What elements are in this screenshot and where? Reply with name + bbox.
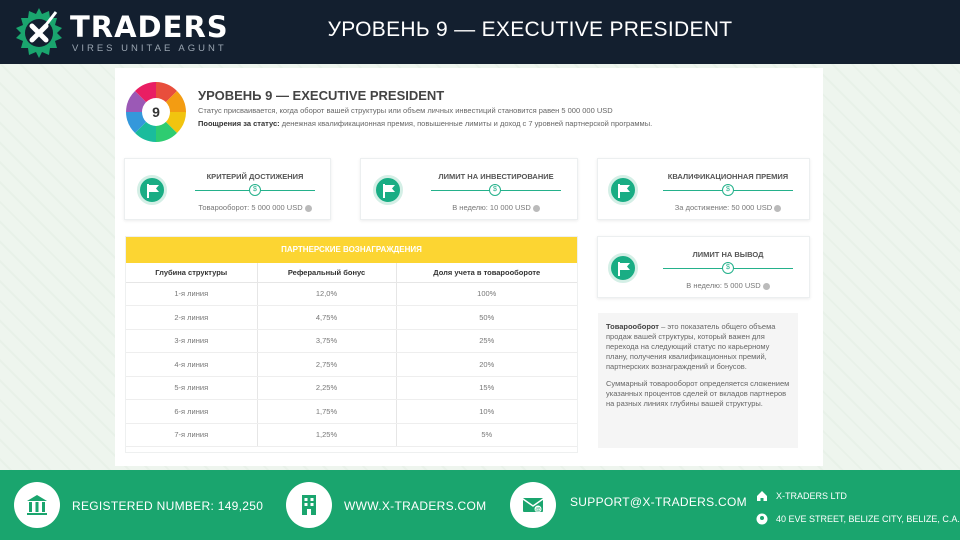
table-row xyxy=(126,306,577,330)
svg-text:@: @ xyxy=(535,507,541,514)
criterion-value: Товарооборот: 5 000 000 USD xyxy=(185,203,325,212)
home-icon xyxy=(756,490,768,502)
building-icon-circle xyxy=(286,482,332,528)
info-icon[interactable] xyxy=(763,283,770,290)
registered-number: REGISTERED NUMBER: 149,250 xyxy=(72,499,264,513)
table-cell: 2-я линия xyxy=(126,306,257,330)
table-cell: 4,75% xyxy=(257,306,396,330)
card-qual-bonus xyxy=(597,158,810,220)
table-cell: 50% xyxy=(396,306,577,330)
level-title: УРОВЕНЬ 9 — EXECUTIVE PRESIDENT xyxy=(198,88,445,103)
table-cell: 3,75% xyxy=(257,329,396,353)
column-header: Глубина структуры xyxy=(126,263,257,282)
invest-limit-title: ЛИМИТ НА ИНВЕСТИРОВАНИЕ xyxy=(438,172,554,181)
table-cell: 5% xyxy=(396,423,577,447)
table-row xyxy=(126,353,577,377)
table-cell: 6-я линия xyxy=(126,400,257,424)
table-cell: 1-я линия xyxy=(126,282,257,306)
table-header-row xyxy=(126,263,577,282)
table-cell: 100% xyxy=(396,282,577,306)
info-icon[interactable] xyxy=(533,205,540,212)
column-header: Реферальный бонус xyxy=(257,263,396,282)
company-name: X-TRADERS LTD xyxy=(776,491,847,501)
table-cell: 10% xyxy=(396,400,577,424)
dollar-icon: $ xyxy=(722,262,734,274)
level-promotions xyxy=(198,119,652,128)
table-cell: 7-я линия xyxy=(126,423,257,447)
email-icon-circle xyxy=(510,482,556,528)
building-icon xyxy=(297,493,321,517)
table-row xyxy=(126,423,577,447)
website-link[interactable]: WWW.X-TRADERS.COM xyxy=(344,499,487,513)
table-cell: 4-я линия xyxy=(126,353,257,377)
promotions-label: Поощрения за статус: xyxy=(198,119,280,128)
dollar-icon: $ xyxy=(249,184,261,196)
turnover-definition xyxy=(598,313,798,448)
bank-icon-circle xyxy=(14,482,60,528)
card-invest-limit xyxy=(360,158,578,220)
qual-bonus-value: За достижение: 50 000 USD xyxy=(653,203,803,212)
criterion-title: КРИТЕРИЙ ДОСТИЖЕНИЯ xyxy=(206,172,304,181)
table-cell: 3-я линия xyxy=(126,329,257,353)
table-cell: 1,75% xyxy=(257,400,396,424)
invest-limit-value: В неделю: 10 000 USD xyxy=(421,203,571,212)
footer-bar xyxy=(0,470,960,540)
rewards-grid xyxy=(126,263,577,447)
flag-icon xyxy=(137,175,167,205)
table-row xyxy=(126,329,577,353)
definition-term: Товарооборот xyxy=(606,322,659,331)
brand-wordmark: TRADERS xyxy=(70,10,229,44)
table-cell: 20% xyxy=(396,353,577,377)
promotions-text: денежная квалификационная премия, повышенные лимиты и доход с 7 уровней партнерской программы. xyxy=(279,119,653,128)
qual-bonus-title: КВАЛИФИКАЦИОННАЯ ПРЕМИЯ xyxy=(667,172,789,181)
table-row xyxy=(126,376,577,400)
support-email-link[interactable]: SUPPORT@X-TRADERS.COM xyxy=(570,495,747,509)
dollar-icon: $ xyxy=(489,184,501,196)
table-row xyxy=(126,282,577,306)
flag-icon xyxy=(608,253,638,283)
brand-tagline: VIRES UNITAE AGUNT xyxy=(72,43,227,54)
rewards-title: ПАРТНЕРСКИЕ ВОЗНАГРАЖДЕНИЯ xyxy=(126,237,577,263)
dollar-icon: $ xyxy=(722,184,734,196)
table-cell: 25% xyxy=(396,329,577,353)
table-row xyxy=(126,400,577,424)
card-withdraw-limit xyxy=(597,236,810,298)
email-icon xyxy=(521,493,545,517)
card-criterion xyxy=(124,158,331,220)
rewards-table xyxy=(125,236,578,453)
location-icon xyxy=(756,513,768,525)
table-cell: 2,75% xyxy=(257,353,396,377)
definition-paragraph xyxy=(606,322,790,372)
table-cell: 5-я линия xyxy=(126,376,257,400)
header-bar xyxy=(0,0,960,64)
flag-icon xyxy=(608,175,638,205)
bank-icon xyxy=(25,493,49,517)
table-cell: 15% xyxy=(396,376,577,400)
level-number: 9 xyxy=(152,104,160,120)
table-cell: 2,25% xyxy=(257,376,396,400)
level-badge-icon xyxy=(124,80,188,144)
table-cell: 12,0% xyxy=(257,282,396,306)
info-icon[interactable] xyxy=(774,205,781,212)
withdraw-limit-title: ЛИМИТ НА ВЫВОД xyxy=(692,250,764,259)
x-logo-icon xyxy=(12,6,66,60)
withdraw-limit-value: В неделю: 5 000 USD xyxy=(653,281,803,290)
definition-text: – это показатель общего объема продаж вашей структуры, который важен для перехода на следующий статус по карьерному плану, получения квалификационных премий, партнерских вознаграждений и бонусов. xyxy=(606,322,776,371)
company-address: 40 EVE STREET, BELIZE CITY, BELIZE, C.A. xyxy=(776,514,960,524)
definition-paragraph: Суммарный товарооборот определяется сложением указанных процентов сделей от вкладов партнеров на разных линиях глубины вашей структуры. xyxy=(606,379,790,408)
level-description: Статус присваивается, когда оборот вашей структуры или объем личных инвестиций становится равен 5 000 000 USD xyxy=(198,106,613,115)
flag-icon xyxy=(373,175,403,205)
slide-title: УРОВЕНЬ 9 — EXECUTIVE PRESIDENT xyxy=(327,18,733,41)
table-cell: 1,25% xyxy=(257,423,396,447)
column-header: Доля учета в товарообороте xyxy=(396,263,577,282)
info-icon[interactable] xyxy=(305,205,312,212)
